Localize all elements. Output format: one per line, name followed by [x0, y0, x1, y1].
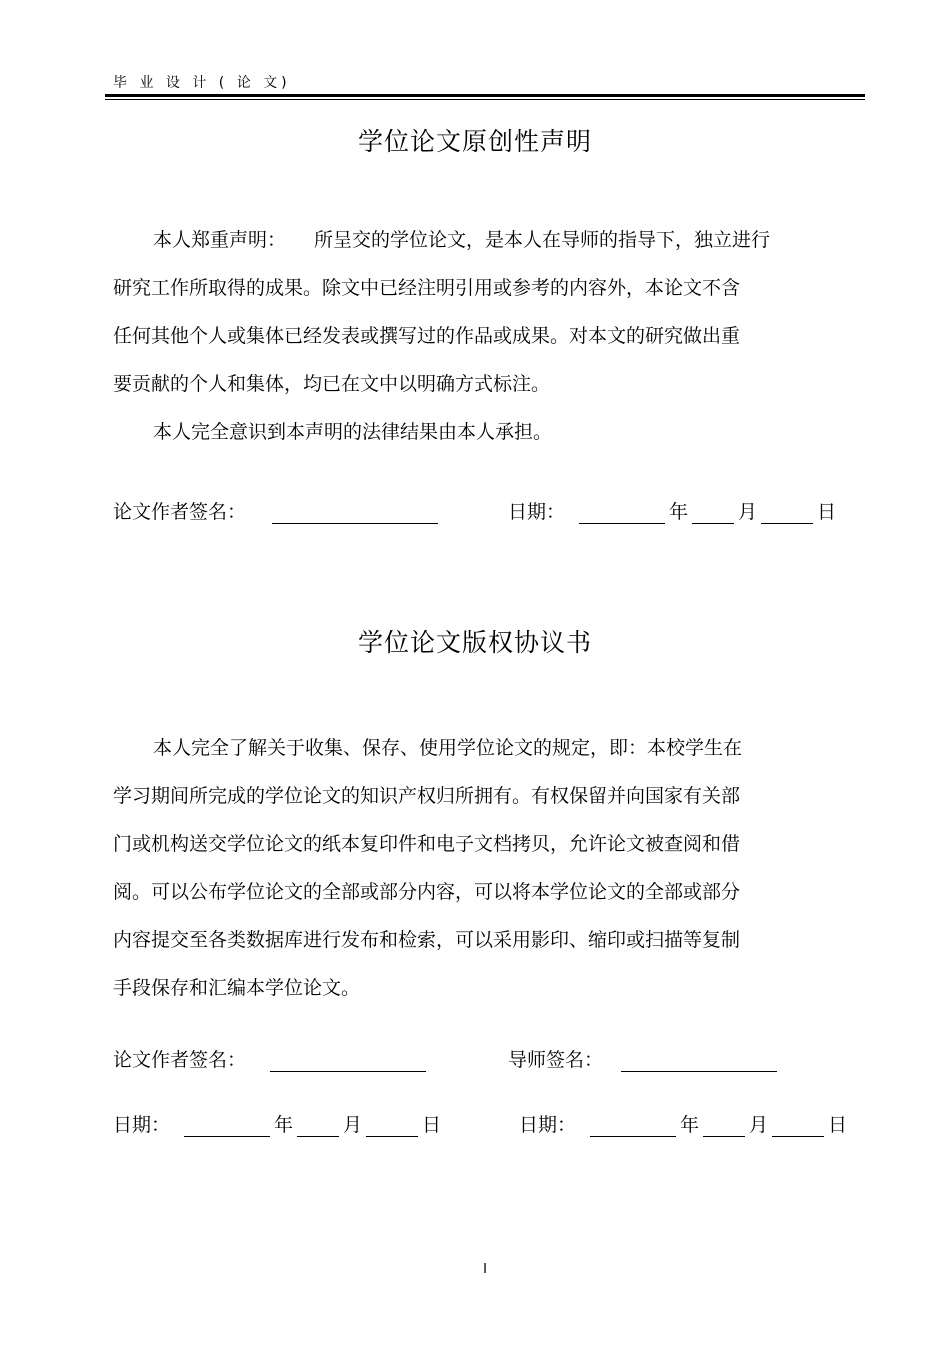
year-field[interactable]: [579, 503, 665, 524]
date-label: 日期：: [508, 501, 566, 523]
agreement-line-5: 内容提交至各类数据库进行发布和检索，可以采用影印、缩印或扫描等复制: [113, 929, 741, 951]
header-rule-thick: [105, 94, 865, 97]
agreement-line-4: 阅。可以公布学位论文的全部或部分内容，可以将本学位论文的全部或部分: [113, 881, 741, 903]
agreement-advisor-date: [519, 1110, 847, 1137]
agreement-line-6: 手段保存和汇编本学位论文。: [113, 977, 361, 999]
advisor-signature-label: 导师签名：: [508, 1049, 604, 1071]
declaration-date: [508, 497, 836, 524]
agreement-line-3: 门或机构送交学位论文的纸本复印件和电子文档拷贝，允许论文被查阅和借: [113, 833, 741, 855]
day-label: 日: [817, 501, 837, 523]
agreement-author-date: [113, 1110, 441, 1137]
author-signature-label: 论文作者签名：: [113, 501, 247, 523]
year-label: 年: [680, 1114, 700, 1136]
year-label: 年: [274, 1114, 294, 1136]
author-signature-label: 论文作者签名：: [113, 1049, 247, 1071]
declaration-line-3: 任何其他个人或集体已经发表或撰写过的作品或成果。对本文的研究做出重: [113, 325, 741, 347]
day-field[interactable]: [366, 1116, 418, 1137]
agreement-body: [113, 724, 742, 1012]
declaration-author-signature: [113, 497, 442, 524]
year-label: 年: [669, 501, 689, 523]
month-label: 月: [343, 1114, 363, 1136]
month-field[interactable]: [703, 1116, 745, 1137]
date-label: 日期：: [113, 1114, 171, 1136]
day-label: 日: [422, 1114, 442, 1136]
advisor-signature-field[interactable]: [621, 1051, 777, 1072]
header-rule-thin: [105, 99, 865, 100]
page-number: I: [483, 1262, 487, 1277]
agreement-line-2: 学习期间所完成的学位论文的知识产权归所拥有。有权保留并向国家有关部: [113, 785, 741, 807]
month-label: 月: [749, 1114, 769, 1136]
month-label: 月: [738, 501, 758, 523]
running-header: 毕 业 设 计 ( 论 文): [113, 75, 291, 91]
declaration-line-5: 本人完全意识到本声明的法律结果由本人承担。: [153, 421, 553, 443]
declaration-line-4: 要贡献的个人和集体，均已在文中以明确方式标注。: [113, 373, 551, 395]
year-field[interactable]: [184, 1116, 270, 1137]
day-field[interactable]: [761, 503, 813, 524]
declaration-title: 学位论文原创性声明: [357, 127, 592, 156]
day-label: 日: [828, 1114, 848, 1136]
agreement-author-signature: [113, 1045, 430, 1072]
declaration-body: [113, 216, 770, 456]
declaration-line-2: 研究工作所取得的成果。除文中已经注明引用或参考的内容外，本论文不含: [113, 277, 741, 299]
month-field[interactable]: [297, 1116, 339, 1137]
author-signature-field[interactable]: [272, 503, 438, 524]
declaration-line-1: 本人郑重声明： 所呈交的学位论文，是本人在导师的指导下，独立进行: [153, 229, 771, 251]
month-field[interactable]: [692, 503, 734, 524]
day-field[interactable]: [772, 1116, 824, 1137]
agreement-advisor-signature: [508, 1045, 781, 1072]
agreement-line-1: 本人完全了解关于收集、保存、使用学位论文的规定，即：本校学生在: [153, 737, 743, 759]
agreement-title: 学位论文版权协议书: [357, 628, 592, 657]
year-field[interactable]: [590, 1116, 676, 1137]
date-label: 日期：: [519, 1114, 577, 1136]
author-signature-field[interactable]: [270, 1051, 426, 1072]
